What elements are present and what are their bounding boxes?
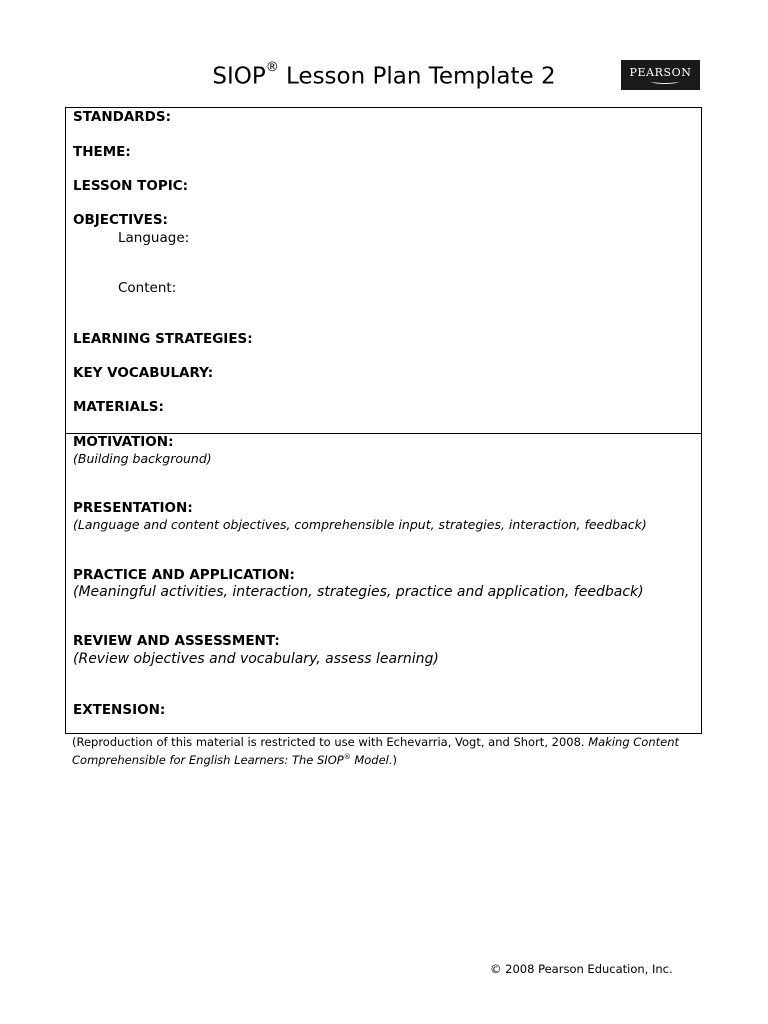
presentation-note: (Language and content objectives, comprehensible input, strategies, interaction, feedback) — [73, 517, 647, 532]
lesson-sequence-box — [65, 433, 702, 734]
practice-application-label: PRACTICE AND APPLICATION: — [73, 567, 295, 583]
objectives-label: OBJECTIVES: — [73, 212, 168, 228]
book-title-part3: Model. — [350, 752, 393, 767]
key-vocabulary-label: KEY VOCABULARY: — [73, 365, 214, 381]
motivation-note: (Building background) — [73, 451, 212, 466]
practice-application-note: (Meaningful activities, interaction, strategies, practice and application, feedback) — [73, 584, 644, 600]
learning-strategies-label: LEARNING STRATEGIES: — [73, 331, 253, 347]
theme-label: THEME: — [73, 144, 131, 160]
lesson-topic-label: LESSON TOPIC: — [73, 178, 189, 194]
standards-label: STANDARDS: — [73, 109, 172, 125]
extension-label: EXTENSION: — [73, 702, 166, 718]
motivation-label: MOTIVATION: — [73, 434, 174, 450]
logo-swoosh-icon — [651, 79, 679, 84]
pearson-logo — [621, 60, 700, 90]
registered-mark-footer: ® — [343, 753, 351, 761]
lesson-details-box — [65, 107, 702, 434]
content-objective-label: Content: — [118, 280, 177, 296]
notice-text: (Reproduction of this material is restricted to use with Echevarria, Vogt, and Short, 2008. — [72, 735, 589, 749]
book-title-part2: Comprehensible for English Learners: The SIOP — [72, 752, 344, 767]
logo-text: PEARSON — [629, 66, 692, 79]
notice-close: ) — [392, 752, 398, 767]
presentation-label: PRESENTATION: — [73, 500, 193, 516]
copyright-notice: © 2008 Pearson Education, Inc. — [490, 962, 673, 976]
book-title-part1: Making Content — [588, 735, 680, 749]
registered-mark: ® — [265, 60, 279, 75]
review-assessment-note: (Review objectives and vocabulary, assess learning) — [73, 651, 439, 667]
reproduction-notice — [72, 735, 712, 768]
title-suffix: Lesson Plan Template 2 — [278, 63, 556, 90]
language-objective-label: Language: — [118, 230, 190, 246]
title-prefix: SIOP — [212, 63, 266, 90]
materials-label: MATERIALS: — [73, 399, 164, 415]
review-assessment-label: REVIEW AND ASSESSMENT: — [73, 633, 280, 649]
